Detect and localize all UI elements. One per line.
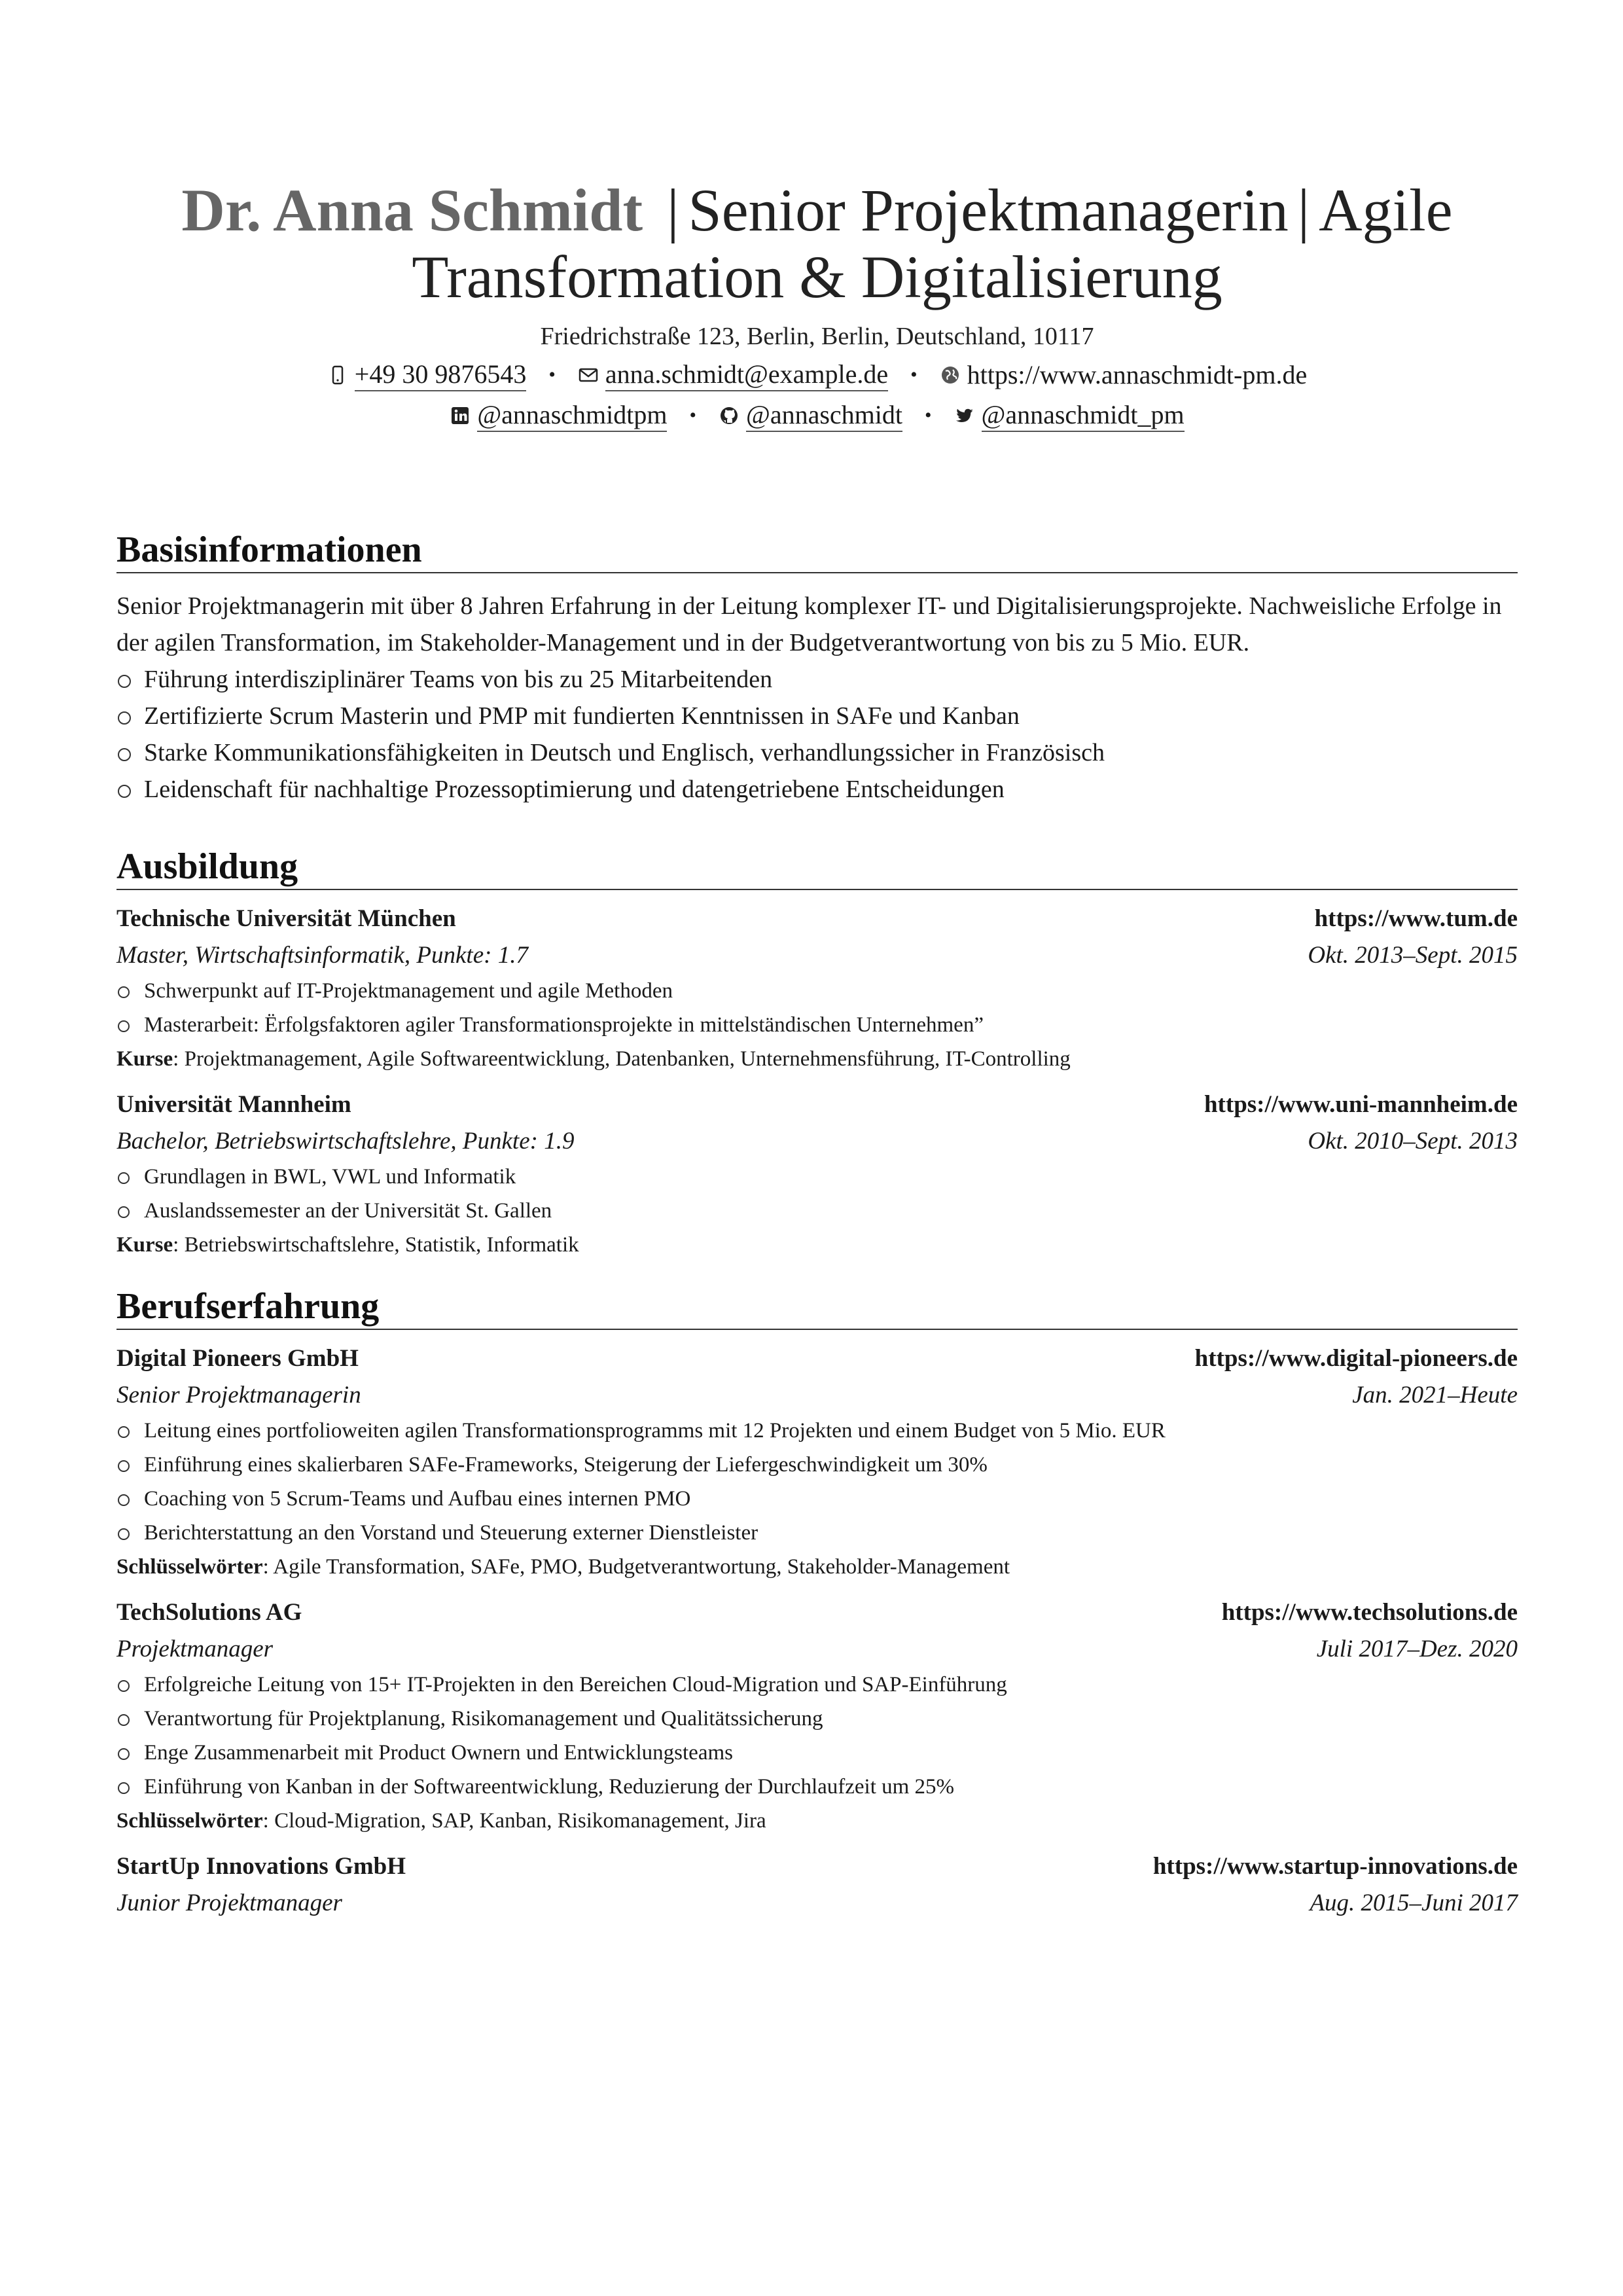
list-item: Enge Zusammenarbeit mit Product Ownern und Entwicklungsteams	[116, 1736, 1518, 1770]
degree: Master, Wirtschaftsinformatik, Punkte: 1.7	[116, 942, 528, 969]
work-entry-techsolutions	[116, 1594, 1518, 1838]
address: Friedrichstraße 123, Berlin, Berlin, Deutschland, 10117	[540, 323, 1094, 350]
list-item: Grundlagen in BWL, VWL und Informatik	[116, 1160, 1518, 1194]
list-item: Berichterstattung an den Vorstand und Steuerung externer Dienstleister	[116, 1516, 1518, 1550]
github-handle: @annaschmidt	[746, 399, 902, 432]
work-bullets	[116, 1414, 1518, 1550]
list-item: Einführung eines skalierbaren SAFe-Frameworks, Steigerung der Liefergeschwindigkeit um 30%	[116, 1448, 1518, 1482]
education-entry-tum	[116, 901, 1518, 1076]
list-item: Auslandssemester an der Universität St. Gallen	[116, 1194, 1518, 1228]
list-item: Zertifizierte Scrum Masterin und PMP mit fundierten Kenntnissen in SAFe und Kanban	[116, 698, 1518, 734]
section-ausbildung	[116, 846, 1518, 1262]
keywords-label: Schlüsselwörter	[116, 1809, 263, 1833]
section-title-work: Berufserfahrung	[116, 1285, 1518, 1330]
summary-text: Senior Projektmanagerin mit über 8 Jahren Erfahrung in der Leitung komplexer IT- und Digitalisierungsprojekte. Nachweisliche Erfolge in der agilen Transformation, im Stakeholder-Management und in der Budgetverantwortung von bis zu 5 Mio. EUR.	[116, 592, 1502, 656]
list-item: Führung interdisziplinärer Teams von bis zu 25 Mitarbeitenden	[116, 661, 1518, 698]
company-name: Digital Pioneers GmbH	[116, 1345, 359, 1372]
phone-number: +49 30 9876543	[355, 359, 527, 391]
work-entry-startup-innovations	[116, 1848, 1518, 1922]
job-role: Junior Projektmanager	[116, 1890, 342, 1916]
phone-icon	[327, 365, 348, 386]
company-url[interactable]: https://www.startup-innovations.de	[1152, 1853, 1518, 1880]
linkedin-icon	[450, 405, 471, 426]
globe-icon	[940, 365, 961, 386]
education-entry-mannheim	[116, 1086, 1518, 1262]
list-item: Coaching von 5 Scrum-Teams und Aufbau eines internen PMO	[116, 1482, 1518, 1516]
headline-1: Senior Projektmanagerin	[688, 177, 1289, 243]
phone-link[interactable]	[327, 359, 527, 391]
company-name: TechSolutions AG	[116, 1599, 302, 1626]
twitter-icon	[954, 405, 975, 426]
separator-dot: •	[689, 404, 696, 426]
company-url[interactable]: https://www.digital-pioneers.de	[1194, 1345, 1518, 1372]
twitter-handle: @annaschmidt_pm	[982, 399, 1185, 432]
work-entry-digital-pioneers	[116, 1340, 1518, 1584]
job-role: Senior Projektmanagerin	[116, 1382, 361, 1408]
keywords-line: Schlüsselwörter: Agile Transformation, SAFe, PMO, Budgetverantwortung, Stakeholder-Management	[116, 1555, 1010, 1579]
degree: Bachelor, Betriebswirtschaftslehre, Punkte: 1.9	[116, 1128, 575, 1155]
courses-label: Kurse	[116, 1047, 173, 1071]
list-item: Starke Kommunikationsfähigkeiten in Deutsch und Englisch, verhandlungssicher in Französisch	[116, 734, 1518, 771]
keywords-line: Schlüsselwörter: Cloud-Migration, SAP, Kanban, Risikomanagement, Jira	[116, 1809, 766, 1833]
section-basisinformationen	[116, 529, 1518, 808]
date-range: Juli 2017–Dez. 2020	[1316, 1636, 1518, 1662]
work-bullets	[116, 1668, 1518, 1804]
email-address: anna.schmidt@example.de	[605, 359, 888, 391]
date-range: Okt. 2010–Sept. 2013	[1308, 1128, 1518, 1155]
contact-row-2	[116, 399, 1518, 432]
summary-block	[116, 588, 1518, 808]
headline-2: Agile Transformation & Digitalisierung	[412, 177, 1453, 310]
website-link[interactable]	[940, 359, 1308, 391]
keywords-list: Cloud-Migration, SAP, Kanban, Risikomanagement, Jira	[274, 1809, 766, 1833]
courses-label: Kurse	[116, 1233, 173, 1257]
courses-list: Projektmanagement, Agile Softwareentwicklung, Datenbanken, Unternehmensführung, IT-Controlling	[184, 1047, 1071, 1071]
company-name: StartUp Innovations GmbH	[116, 1853, 406, 1880]
courses-list: Betriebswirtschaftslehre, Statistik, Informatik	[184, 1233, 579, 1257]
keywords-list: Agile Transformation, SAFe, PMO, Budgetverantwortung, Stakeholder-Management	[273, 1555, 1010, 1579]
education-bullets	[116, 974, 1518, 1042]
date-range: Aug. 2015–Juni 2017	[1310, 1890, 1518, 1916]
linkedin-handle: @annaschmidtpm	[477, 399, 667, 432]
resume-title: Dr. Anna Schmidt | Senior Projektmanagerin | Agile Transformation & Digitalisierung	[181, 177, 1453, 310]
list-item: Erfolgreiche Leitung von 15+ IT-Projekten in den Bereichen Cloud-Migration und SAP-Einführung	[116, 1668, 1518, 1702]
institution-name: Universität Mannheim	[116, 1091, 351, 1118]
education-bullets	[116, 1160, 1518, 1228]
list-item: Masterarbeit: Ërfolgsfaktoren agiler Transformationsprojekte in mittelständischen Unternehmen”	[116, 1008, 1518, 1042]
company-url[interactable]: https://www.techsolutions.de	[1221, 1599, 1518, 1626]
keywords-label: Schlüsselwörter	[116, 1555, 263, 1579]
section-berufserfahrung	[116, 1285, 1518, 1922]
section-title-education: Ausbildung	[116, 846, 1518, 890]
courses-line: Kurse: Betriebswirtschaftslehre, Statistik, Informatik	[116, 1233, 579, 1257]
resume-content	[116, 177, 1518, 1922]
list-item: Verantwortung für Projektplanung, Risikomanagement und Qualitätssicherung	[116, 1702, 1518, 1736]
job-role: Projektmanager	[116, 1636, 274, 1662]
list-item: Einführung von Kanban in der Softwareentwicklung, Reduzierung der Durchlaufzeit um 25%	[116, 1770, 1518, 1804]
institution-name: Technische Universität München	[116, 905, 456, 932]
institution-url[interactable]: https://www.uni-mannheim.de	[1204, 1091, 1518, 1118]
institution-url[interactable]: https://www.tum.de	[1314, 905, 1518, 932]
section-title-basis: Basisinformationen	[116, 529, 1518, 573]
date-range: Okt. 2013–Sept. 2015	[1308, 942, 1518, 969]
list-item: Schwerpunkt auf IT-Projektmanagement und agile Methoden	[116, 974, 1518, 1008]
summary-bullets	[116, 661, 1518, 808]
twitter-link[interactable]	[954, 399, 1185, 432]
contact-row-1	[116, 359, 1518, 391]
list-item: Leitung eines portfolioweiten agilen Transformationsprogramms mit 12 Projekten und einem Budget von 5 Mio. EUR	[116, 1414, 1518, 1448]
github-icon	[719, 405, 740, 426]
website-url: https://www.annaschmidt-pm.de	[967, 360, 1308, 389]
separator-dot: •	[925, 404, 932, 426]
envelope-icon	[578, 365, 599, 386]
date-range: Jan. 2021–Heute	[1352, 1382, 1518, 1408]
email-link[interactable]	[578, 359, 888, 391]
person-name: Dr. Anna Schmidt	[181, 177, 643, 243]
separator-dot: •	[910, 364, 918, 386]
list-item: Leidenschaft für nachhaltige Prozessoptimierung und datengetriebene Entscheidungen	[116, 771, 1518, 808]
github-link[interactable]	[719, 399, 902, 432]
linkedin-link[interactable]	[450, 399, 667, 432]
separator-dot: •	[548, 364, 556, 386]
courses-line: Kurse: Projektmanagement, Agile Softwareentwicklung, Datenbanken, Unternehmensführung, IT-Controlling	[116, 1047, 1071, 1071]
